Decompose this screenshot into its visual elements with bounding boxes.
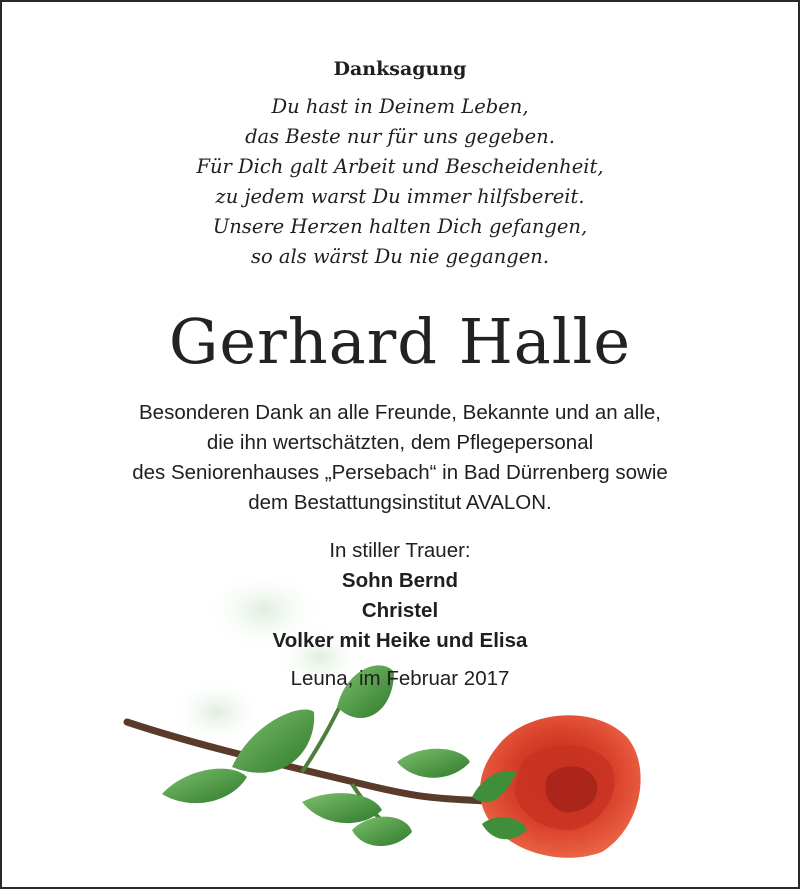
deceased-name: Gerhard Halle <box>168 305 632 378</box>
place-date: Leuna, im Februar 2017 <box>290 667 510 690</box>
mourners <box>2 536 798 656</box>
mourner-name: Christel <box>361 599 439 622</box>
mourning-intro: In stiller Trauer: <box>329 539 471 562</box>
poem-line: das Beste nur für uns gegeben. <box>245 125 555 148</box>
poem-line: Für Dich galt Arbeit und Bescheidenheit, <box>196 155 604 178</box>
thanks-line: des Seniorenhauses „Persebach“ in Bad Dürrenberg sowie <box>132 461 668 484</box>
poem-line: Du hast in Deinem Leben, <box>271 95 529 118</box>
mourner-name: Sohn Bernd <box>341 569 459 592</box>
thanks-line: dem Bestattungsinstitut AVALON. <box>248 491 552 514</box>
poem <box>2 92 798 272</box>
poem-line: zu jedem warst Du immer hilfsbereit. <box>215 185 585 208</box>
thanks-text <box>2 398 798 518</box>
thanks-line: die ihn wertschätzten, dem Pflegepersonal <box>206 431 594 454</box>
heading-danksagung: Danksagung <box>333 58 467 80</box>
mourner-name: Volker mit Heike und Elisa <box>272 629 528 652</box>
thanks-line: Besonderen Dank an alle Freunde, Bekannte und an alle, <box>139 401 661 424</box>
poem-line: Unsere Herzen halten Dich gefangen, <box>212 215 588 238</box>
poem-line: so als wärst Du nie gegangen. <box>250 245 550 268</box>
